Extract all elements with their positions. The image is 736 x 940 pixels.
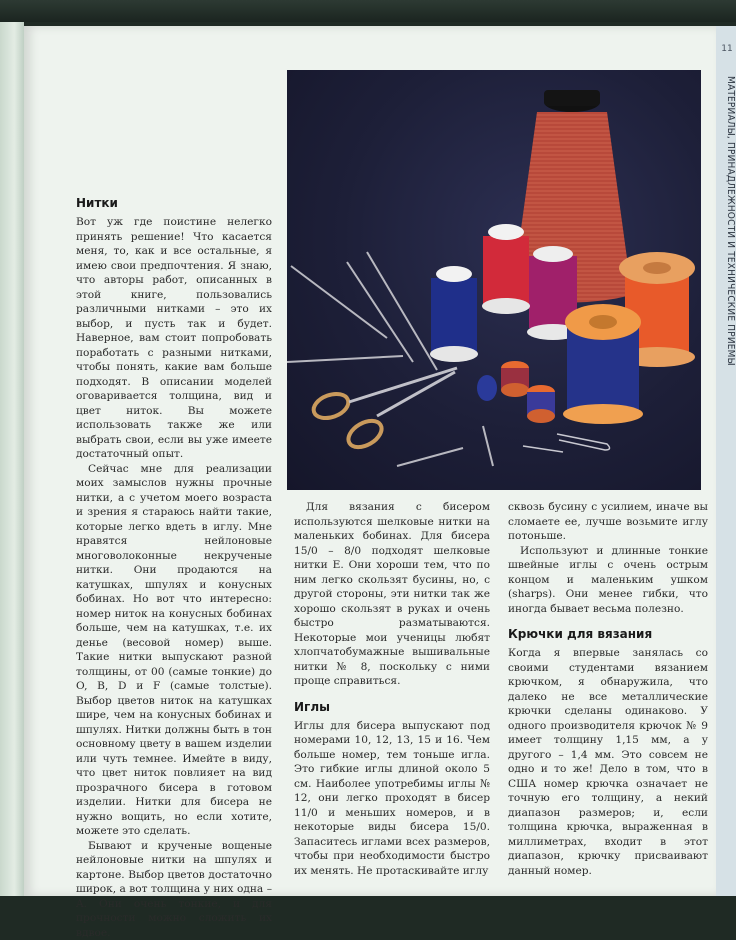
silk-threads-paragraph: Для вязания с бисером используются шелковые нитки на маленьких бобинах. Для бисера 15/0 – 8/0 подходят шелковые нитки E. Они хороши тем, что по ним легко скользят бусины, но, с другой стороны, эти нитки так же хорошо скользят в руках и очень быстро разматываются. Некоторые мои ученицы любят хлопчатобумажные вышивальные нитки № 8, поскольку с ними проще справиться. — [294, 500, 490, 689]
middle-column — [294, 500, 490, 878]
bobbins — [477, 361, 555, 423]
threads-paragraph-1: Вот уж где поистине нелегко принять решение! Что касается меня, то, как и все остальные, я имею свои предпочтения. Я знаю, что авторы работ, описанных в этой книге, пользовались различными нитками – это их выбор, и пусть так и будет. Наверное, вам стоит попробовать поработать с разными нитками, чтобы понять, какие вам больше подходят. В описании моделей оговаривается толщина, вид и цвет ниток. Вы можете использовать также же или выбрать свои, если вы уже имеете достаточный опыт. — [76, 215, 272, 462]
safety-pins — [523, 434, 610, 452]
threads-column — [76, 195, 272, 940]
book-binding-top — [0, 0, 736, 22]
hooks-paragraph: Когда я впервые занялась со своими студентами вязанием крючком, я обнаружила, что далеко не все металлические крючки сделаны одинаково. У одного производителя крючок № 9 имеет толщину 1,15 мм, а у другого – 1,4 мм. Это совсем не одно и то же! Дело в том, что в США номер крючка означает не точную его толщину, а некий диапазон размеров; и, если толщина крючка, выраженная в миллиметрах, входит в этот диапазон, крючку присваивают данный номер. — [508, 646, 708, 878]
page-number: 11 — [718, 44, 736, 54]
threads-tools-photo — [287, 70, 701, 490]
threads-heading: Нитки — [76, 195, 272, 211]
blue-orange-spool — [563, 304, 643, 424]
red-small-spool — [482, 224, 530, 314]
scissors — [310, 368, 457, 453]
book-cover-edge — [0, 22, 24, 896]
sharps-paragraph: Используют и длинные тонкие швейные иглы с очень острым концом и маленьким ушком (sharps). Они менее гибки, что иногда бывает весьма полезно. — [508, 544, 708, 617]
needles-paragraph: Иглы для бисера выпускают под номерами 10, 12, 13, 15 и 16. Чем больше номер, тем тоньше игла. Это гибкие иглы длиной около 5 см. Наиболее употребимы иглы № 12, они легко проходят в бисер 11/0 и меньших номеров, и в некоторые виды бисера 15/0. Запаситесь иглами всех размеров, чтобы при необходимости быстро их менять. Не протаскивайте иглу — [294, 719, 490, 879]
photo-illustration — [287, 70, 701, 490]
running-head: МАТЕРИАЛЫ, ПРИНАДЛЕЖНОСТИ И ТЕХНИЧЕСКИЕ ПРИЕМЫ — [722, 76, 736, 386]
needle-continuation-paragraph: сквозь бусину с усилием, иначе вы сломаете ее, лучше возьмите иглу потоньше. — [508, 500, 708, 544]
threads-paragraph-2: Сейчас мне для реализации моих замыслов нужны прочные нитки, а с учетом моего возраста и зрения я стараюсь найти такие, которые легко вдеть в иглу. Мне нравятся нейлоновые многоволоконные некрученые нитки. Они продаются на катушках, шпулях и конусных бобинах. Но вот что интересно: номер ниток на конусных бобинах больше, чем на катушках, т.е. их денье (весовой номер) выше. Такие нитки выпускают разной толщины, от 00 (самые тонкие) до O, B, D и F (самые толстые). Выбор цветов ниток на катушках шире, чем на конусных бобинах и шпулях. Нитки должны быть в тон основному цвету в вашем изделии или чуть темнее. Имейте в виду, что цвет ниток повлияет на вид прозрачного бисера в готовом изделии. Нитки для бисера не нужно вощить, но если хотите, можете это сделать. — [76, 462, 272, 839]
spacer — [508, 616, 708, 626]
needles-heading: Иглы — [294, 699, 490, 715]
spacer — [294, 689, 490, 699]
right-column — [508, 500, 708, 878]
blue-spool — [430, 266, 478, 362]
threads-paragraph-3: Бывают и крученые вощеные нейлоновые нитки на шпулях и картоне. Выбор цветов достаточно широк, а вот толщина у них одна – A. Они очень тонкие, и для прочности можно сложить их вдвое. — [76, 839, 272, 940]
hooks-heading: Крючки для вязания — [508, 626, 708, 642]
